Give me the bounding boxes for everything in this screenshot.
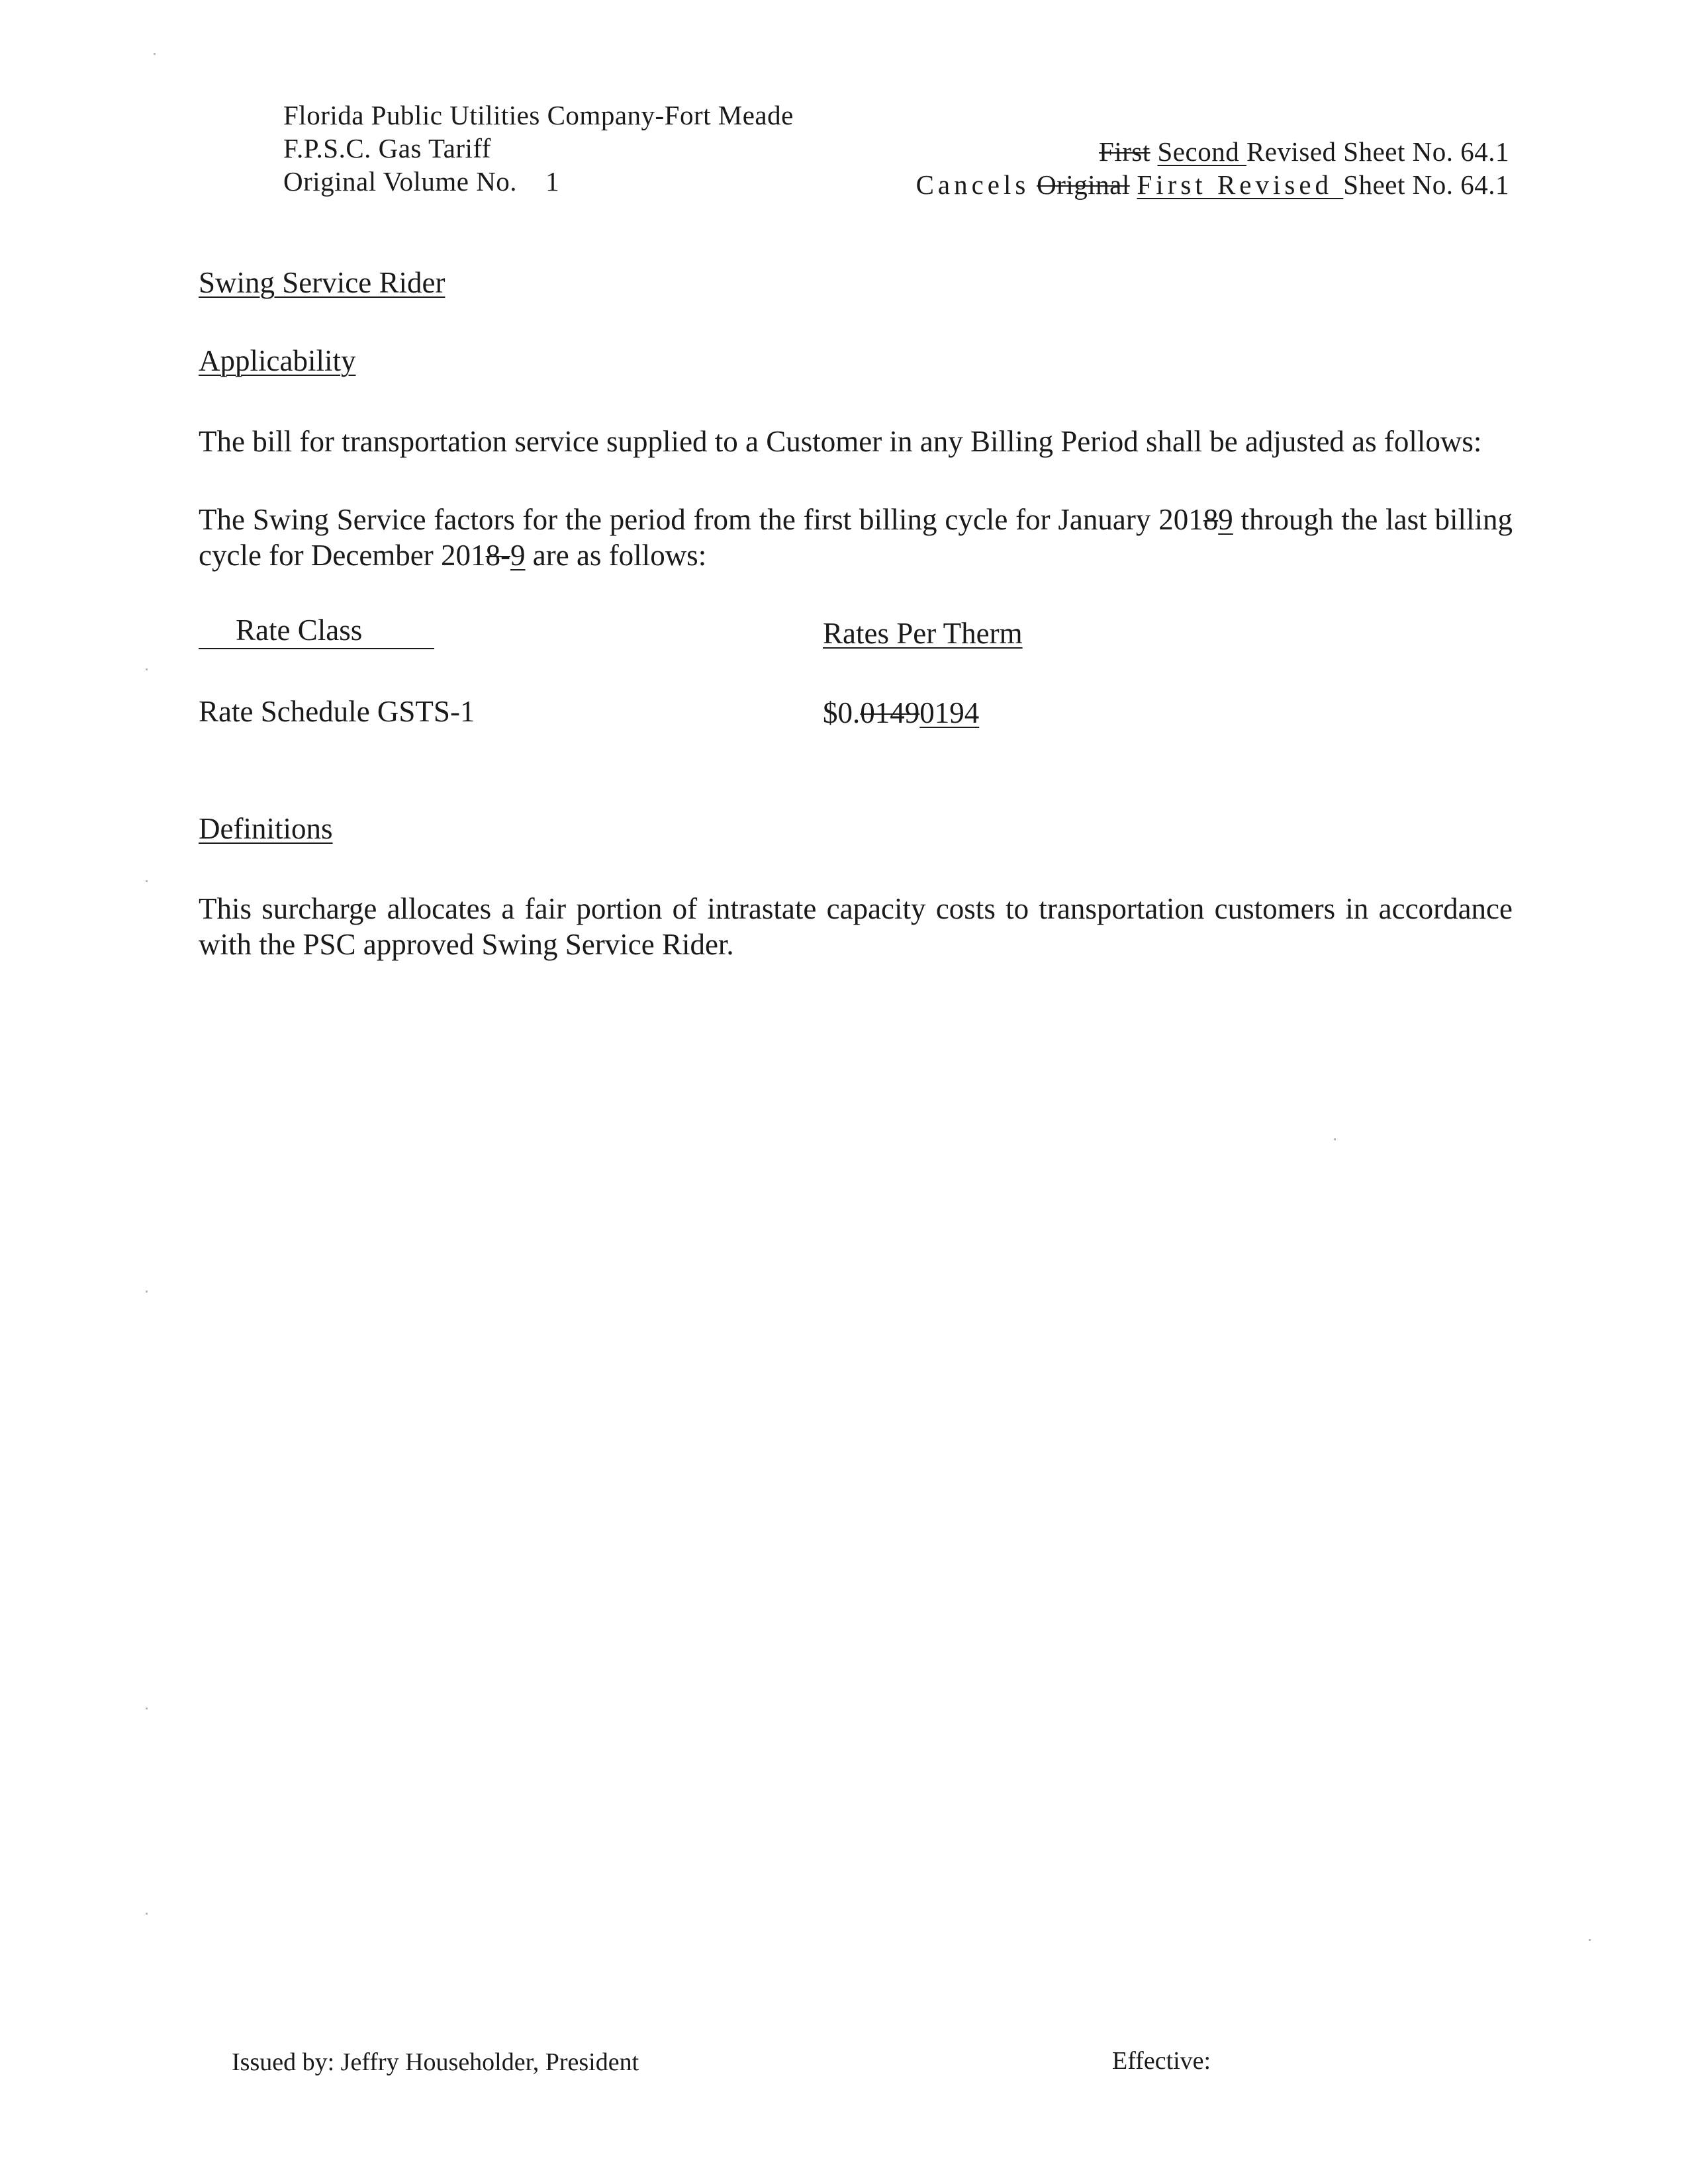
page-title: Swing Service Rider [199, 266, 445, 299]
rate-struck: 0149 [860, 696, 920, 729]
factors-paragraph [199, 502, 1513, 573]
scan-speck [154, 53, 156, 55]
factors-year1-new: 9 [1218, 503, 1233, 536]
sheet-suffix: Revised Sheet No. 64.1 [1246, 136, 1509, 167]
factors-year1-struck: 8 [1203, 503, 1219, 536]
cancels-new-words: First Revised [1137, 169, 1344, 200]
cancels-prefix: Cancels [915, 169, 1030, 200]
definitions-heading: Definitions [199, 812, 333, 845]
sheet-ordinal-struck: First [1099, 136, 1150, 167]
volume-label: Original Volume No. [283, 166, 518, 197]
volume-number: 1 [545, 166, 560, 197]
factors-text-2: through the last billing cycle for December 201 [199, 503, 1513, 572]
rate-class-header-cell [199, 612, 434, 649]
sheet-ordinal-new: Second [1157, 136, 1246, 167]
cancels-struck-word: Original [1037, 169, 1130, 200]
sheet-number-line [1099, 134, 1509, 169]
factors-text-3: are as follows: [525, 539, 707, 572]
factors-year2-struck: 8- [485, 539, 511, 572]
company-name: Florida Public Utilities Company-Fort Meade [283, 100, 794, 130]
rate-class-cell: Rate Schedule GSTS-1 [199, 695, 475, 728]
scan-speck [146, 1707, 148, 1709]
rate-value-cell [823, 695, 979, 731]
rate-class-header: Rate Class [236, 614, 363, 647]
scan-speck [1334, 1138, 1336, 1140]
issued-by: Issued by: Jeffry Householder, President [232, 2048, 639, 2076]
scan-speck [146, 1913, 148, 1915]
factors-text-1: The Swing Service factors for the period from the first billing cycle for January 201 [199, 503, 1203, 536]
applicability-paragraph: The bill for transportation service supplied to a Customer in any Billing Period shall be adjusted as follows: [199, 425, 1482, 458]
rate-new: 0194 [919, 696, 980, 729]
scan-speck [146, 1291, 148, 1293]
factors-year2-new: 9 [510, 539, 526, 572]
rate-prefix: $0. [823, 696, 861, 729]
volume-line [283, 164, 559, 199]
scan-speck [146, 668, 148, 670]
cancels-suffix: Sheet No. 64.1 [1343, 169, 1509, 200]
scan-speck [1589, 1939, 1591, 1941]
effective-label: Effective: [1112, 2047, 1211, 2075]
scan-speck [146, 880, 148, 882]
applicability-heading: Applicability [199, 344, 356, 377]
cancels-line [916, 167, 1509, 202]
tariff-name: F.P.S.C. Gas Tariff [283, 133, 491, 163]
definitions-paragraph: This surcharge allocates a fair portion of intrastate capacity costs to transportation customers in accordance with the PSC approved Swing Service Rider. [199, 892, 1513, 961]
rates-per-therm-header: Rates Per Therm [823, 617, 1023, 650]
